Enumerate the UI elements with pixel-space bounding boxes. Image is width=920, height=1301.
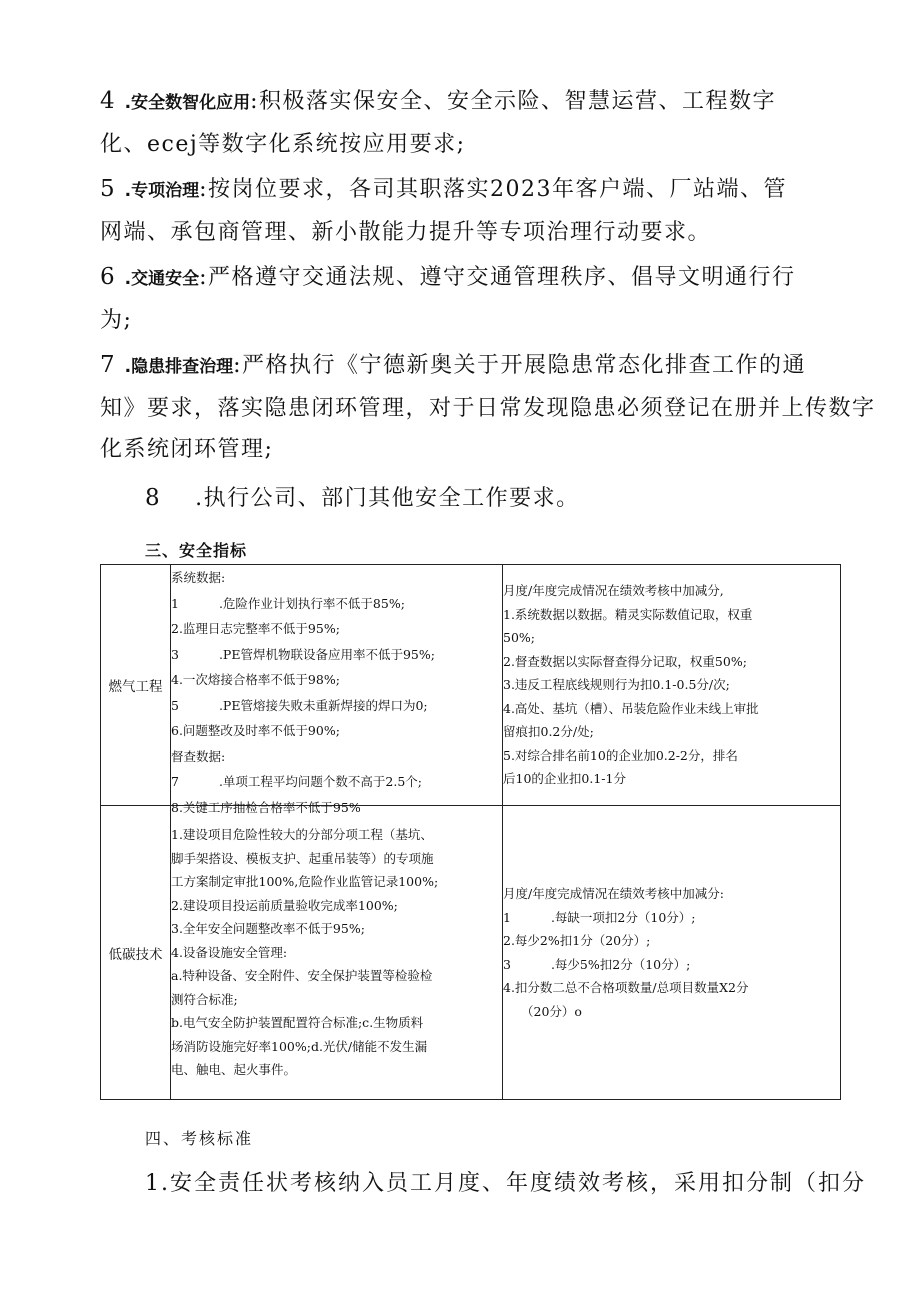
paragraph-line: 为; bbox=[100, 308, 133, 333]
evaluation-line: 2.督查数据以实际督查得分记取，权重50%; bbox=[503, 653, 747, 669]
paragraph-line bbox=[100, 81, 845, 124]
paragraph-line: 化系统闭环管理; bbox=[100, 437, 274, 462]
evaluation-line: 5.对综合排名前10的企业加0.2-2分，排名 bbox=[503, 747, 738, 763]
table-row bbox=[101, 565, 841, 806]
evaluation-line: 1.系统数据以数据。精灵实际数值记取，权重 bbox=[503, 606, 753, 622]
category-cell: 低碳技术 bbox=[101, 806, 171, 1100]
item-heading: .专项治理 bbox=[124, 181, 200, 201]
paragraph-8 bbox=[145, 478, 890, 519]
paragraph-6 bbox=[100, 257, 845, 341]
evaluation-line: 月度/年度完成情况在绩效考核中加减分, bbox=[503, 583, 724, 599]
paragraph-line: 网端、承包商管理、新小散能力提升等专项治理行动要求。 bbox=[100, 220, 712, 245]
evaluation-line: （20分）o bbox=[521, 1003, 582, 1019]
evaluation-line: 50%; bbox=[503, 630, 535, 646]
evaluation-line: 后10的企业扣0.1-1分 bbox=[503, 771, 626, 787]
criteria-line: 4.一次熔接合格率不低于98%; bbox=[171, 672, 340, 687]
paragraph-5 bbox=[100, 169, 845, 253]
item-number: 6 bbox=[100, 264, 117, 290]
evaluation-line: 4.高处、基坑（槽）、吊装危险作业未线上审批 bbox=[503, 700, 759, 716]
evaluation-line: 4.扣分数二总不合格项数量/总项目数量X2分 bbox=[503, 980, 749, 995]
item-number: 4 bbox=[100, 88, 117, 114]
item-number: 7 bbox=[100, 352, 117, 378]
item-text: :按岗位要求，各司其职落实2023年客户端、厂站端、管 bbox=[199, 177, 788, 202]
item-number: 8 bbox=[145, 485, 162, 511]
category-cell: 燃气工程 bbox=[101, 565, 171, 806]
evaluation-cell bbox=[503, 806, 841, 1100]
criteria-line: 5 .PE管熔接失败未重新焊接的焊口为0; bbox=[171, 697, 428, 713]
evaluation-line: 月度/年度完成情况在绩效考核中加减分: bbox=[503, 886, 724, 901]
item-text: :严格执行《宁德新奥关于开展隐患常态化排查工作的通 bbox=[233, 353, 807, 378]
section-4-title: 四、考核标准 bbox=[145, 1129, 254, 1148]
section-3-title: 三、安全指标 bbox=[145, 541, 248, 560]
criteria-line: 6.问题整改及时率不低于90%; bbox=[171, 723, 340, 738]
criteria-line: 4.设备设施安全管理: bbox=[171, 944, 288, 960]
criteria-line: b.电气安全防护装置配置符合标准;c.生物质料 bbox=[171, 1015, 424, 1031]
criteria-line: 场消防设施完好率100%;d.光伏/储能不发生漏 bbox=[171, 1038, 428, 1054]
criteria-line: 7 .单项工程平均问题个数不高于2.5个; bbox=[171, 774, 423, 789]
item-number: 5 bbox=[100, 176, 117, 202]
item-heading: .交通安全 bbox=[124, 269, 200, 289]
criteria-line: 电、触电、起火事件。 bbox=[171, 1062, 297, 1078]
criteria-cell bbox=[171, 565, 503, 815]
paragraph-line bbox=[100, 257, 845, 300]
criteria-line: 3.全年安全问题整改率不低于95%; bbox=[171, 921, 365, 937]
evaluation-cell bbox=[503, 565, 841, 806]
item-heading: .隐患排查治理 bbox=[124, 357, 234, 377]
evaluation-line: 2.每少2%扣1分（20分）; bbox=[503, 933, 651, 948]
evaluation-line: 3.违反工程底线规则行为扣0.1-0.5分/次; bbox=[503, 677, 730, 693]
table-row bbox=[101, 806, 841, 1100]
criteria-line: a.特种设备、安全附件、安全保护装置等检验检 bbox=[171, 968, 433, 984]
criteria-line: 8.关键工序抽检合格率不低于95% bbox=[171, 799, 361, 815]
criteria-line: 系统数据: bbox=[171, 570, 226, 585]
criteria-line: 督查数据: bbox=[171, 748, 226, 764]
paragraph-4 bbox=[100, 81, 845, 165]
evaluation-line: 留痕扣0.2分/处; bbox=[503, 724, 594, 740]
item-text: :严格遵守交通法规、遵守交通管理秩序、倡导文明通行行 bbox=[199, 265, 796, 290]
paragraph-line: 化、ecej等数字化系统按应用要求; bbox=[100, 132, 466, 157]
section-4-paragraph-1: 1.安全责任状考核纳入员工月度、年度绩效考核，采用扣分制（扣分 bbox=[145, 1171, 866, 1196]
evaluation-line: 3 .每少5%扣2分（10分）; bbox=[503, 956, 691, 972]
safety-metrics-table bbox=[100, 564, 841, 1100]
paragraph-line: 知》要求，落实隐患闭环管理，对于日常发现隐患必须登记在册并上传数字 bbox=[100, 396, 876, 421]
criteria-line: 1 .危险作业计划执行率不低于85%; bbox=[171, 595, 405, 611]
paragraph-line bbox=[145, 478, 890, 519]
evaluation-line: 1 .每缺一项扣2分（10分）; bbox=[503, 909, 696, 925]
criteria-line: 脚手架搭设、模板支护、起重吊装等）的专项施 bbox=[171, 850, 434, 866]
criteria-cell bbox=[171, 806, 503, 1100]
criteria-line: 3 .PE管焊机物联设备应用率不低于95%; bbox=[171, 646, 435, 662]
item-text: .执行公司、部门其他安全工作要求。 bbox=[195, 486, 580, 511]
paragraph-line bbox=[100, 345, 845, 388]
paragraph-line bbox=[100, 169, 845, 212]
item-text: :积极落实保安全、安全示险、智慧运营、工程数字 bbox=[250, 89, 777, 114]
paragraph-7 bbox=[100, 345, 876, 470]
criteria-line: 1.建设项目危险性较大的分部分项工程（基坑、 bbox=[171, 827, 433, 843]
criteria-line: 2.建设项目投运前质量验收完成率100%; bbox=[171, 897, 398, 913]
item-heading: .安全数智化应用 bbox=[124, 93, 251, 113]
criteria-line: 2.监理日志完整率不低于95%; bbox=[171, 621, 340, 636]
criteria-line: 工方案制定审批100%,危险作业监管记录100%; bbox=[171, 874, 439, 890]
criteria-line: 测符合标准; bbox=[171, 991, 238, 1007]
